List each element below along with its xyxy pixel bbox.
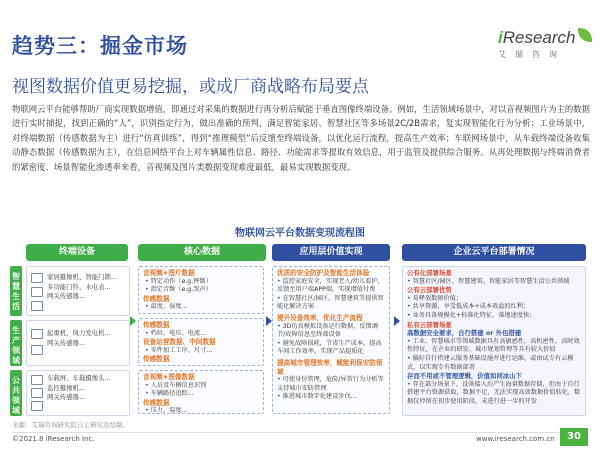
iresearch-logo: iResearch 艾瑞咨询 [498,28,592,60]
deploy-item: 存在部分场景下，设备接入后产生海量数据存储，但由于自行搭建平台资源获取，数据不足，无法实现高效数据价值转化，数据仅停留在初步使用阶段，未进行进一步的开发 [407,380,581,405]
website-link[interactable]: www.iresearch.com.cn [476,435,555,443]
camera-icon [31,388,43,398]
device-item: 网关传感器... [47,292,86,300]
device-item: 起重机、风力发电机... [47,329,111,337]
deploy-section-title: 公有云部署优势 [407,286,452,295]
core-data-box-production: 传感数据 • 档位、电压、电流... 设备运营数据、中间数据 • 零件加工工序、尺寸... 传感数据 [138,318,264,366]
crane-icon [31,329,43,339]
row-tab-public: 公共领域 [10,370,22,416]
core-data-item: 档位、电压、电流... [150,329,206,337]
core-data-title: 传感数据 [143,398,170,407]
device-box-smart-life [26,266,130,316]
core-data-box-public: 音视频+图像数据 • 人员及车辆信息识别 • 车辆路径追踪... 传感数据 • 压力、温度... [138,370,264,414]
page-title: 趋势三：掘金市场 [12,34,188,58]
column-header-deploy: 企业云平台部署情况 [402,244,586,261]
page-subtitle: 视图数据价值更易挖掘，或成厂商战略布局要点 [12,77,369,97]
arrow-icon [130,316,136,326]
intro-paragraph: 物联网云平台能够帮助厂商实现数据增值，即通过对采集的数据进行再分析后赋能于垂直图像终端设备。例如，生活领域场景中，对以音视频图片为主的数据进行实时捕捉，找到正确的“人”，识别指定行为，做出准确的预判，满足智能家居、智慧社区等多场景2C/2B需求，复实现智能化行为分析；工业场景中，对终端数据（传感数据为主）进行“仿真训练”，得到“推理模型”后反馈至终端设备，以优化运行流程，提高生产效率；车联网场景中，从车载终端设备收集动静态数据（传感数据为主），在信息网络平台上对车辆属性信息、路径、功能需求等提取有效信息，用于监管及提供综合服务。从再处理数据与终端消费者的紧密度、场景智能化渗透率来看，音视频及图片类数据变现难度最低，最易实现数据变现。 [12,104,590,172]
device-item: 车载屏、车载摄像头... [47,374,111,382]
device-item: 监控摄像机... [47,383,86,392]
deploy-item: 共享资源，享受低成本+成本效益的红利； [412,303,530,311]
source-note: 来源：艾瑞咨询研究院自主研究及绘制。 [12,421,129,429]
row-tab-production: 生产领域 [10,320,22,366]
column-header-core-data: 核心数据 [138,244,266,261]
arrow-icon [394,316,400,326]
deploy-box: 公有化部署场景 • 智慧社区/园区、智慧建筑、智能家居等智慧生活公共领域 公有云部署优势 • 易释放数据价值； • 共享资源，享受低成本+成本效益的红利； • 业务具备规模化+标准化特征，落地速度快； 私有云部署场景 高数据安全要求，自行搭建 or 外包搭建 • 工业、智慧城市等领域数据具有高敏感性，高机密性、高时效性特征，在企业的研发、城市规划管理等具有较大价值 • 偏好自行搭建云服务基础设施并进行运维，或由试专有云模式，以实现专有数据部署 存而不用或不管理逻辑，价值如同冰山下 • 存在部分场景下，设备接入后产生海量数据存储，但由于自行搭建平台资源获取，数据不足，无法实现高效数据价值转化，数据仅停留在初步使用阶段，未进行进一步的开发 [402,266,586,416]
value-section-title: 优质的安全防护及智能生活体验 [277,269,370,277]
core-data-item: 零件加工工序、尺寸... [150,346,213,354]
core-data-item: 压力、温度... [150,407,188,415]
column-header-devices: 终端设备 [26,244,128,261]
value-box: 优质的安全防护及智能生活体验 • 监控家庭安全，实现老人/幼儿看护，反馈至用户端APP端，实现增值付费 • 在智慧社区/园区、智慧建筑等提供智能化解决方案 提升设备效率，优化生产流程 • 3D仿真模拟设备运行数据，反馈调节/故障信息至终端设备 • 避免故障损耗，节省生产成本，提高车间工作效率，实现产品提质化 提高城市管理效率，赋能利保安防领域 • 可使身份管理，危险/异常行为分析等支持城市安防管理 • 推进城市数字化建设步伐... [272,266,390,414]
camera-icon [31,273,43,283]
core-data-box-smart-life: 音视频+图片数据 • 特定动作（e.g.摔倒） • 指定音频（e.g.哭声） 传感数据 • 温度、湿度... [138,266,264,314]
deploy-item: 易释放数据价值； [412,294,463,302]
deploy-section-title: 高数据安全要求，自行搭建 or 外包搭建 [407,329,522,338]
copyright: ©2021.8 iResearch Inc. [12,435,95,443]
sensor-icon [31,401,43,411]
device-item: 多功能门铃、水电表... [47,282,111,291]
column-header-value: 应用层价值实现 [272,244,390,261]
deploy-section-title: 私有云部署场景 [407,320,452,329]
core-data-title: 传感数据 [143,355,170,364]
leaf-icon [578,28,592,42]
core-data-item: 人员及车辆信息识别 [150,381,207,389]
footer-divider [12,432,588,433]
deploy-section-title: 公有化部署场景 [407,269,452,277]
deploy-item: 工业、智慧城市等领域数据具有高敏感性，高机密性、高时效性特征，在企业的研发、城市规划管理等具有较大价值 [407,337,580,354]
value-item: 推进城市数字化建设步伐... [282,393,357,401]
value-section-title: 提升设备效率，优化生产流程 [277,313,363,322]
value-item: 监控家庭安全，实现老人/幼儿看护，反馈至用户端APP端，实现增值付费 [277,277,384,294]
core-data-title: 音视频+图像数据 [143,373,195,381]
diagram-title: 物联网云平台数据变现流程图 [235,228,365,239]
core-data-title: 设备运营数据、中间数据 [143,338,216,347]
core-data-item: 车辆路径追踪... [150,390,194,398]
core-data-item: 指定音频（e.g.哭声） [150,286,212,294]
device-item: 网关传感器... [47,393,86,401]
deploy-item: 智慧社区/园区、智慧建筑、智能家居等智慧生活公共领域 [412,277,570,285]
sensor-icon [31,301,43,311]
value-section-title: 提高城市管理效率，赋能利保安防领域 [277,358,383,376]
value-item: 可使身份管理，危险/异常行为分析等支持城市安防管理 [277,376,384,392]
value-item: 在智慧社区/园区、智慧建筑等提供智能化解决方案 [277,294,384,311]
core-data-title: 传感数据 [143,294,170,303]
deploy-item: 业务具备规模化+标准化特征，落地速度快； [412,311,536,319]
device-item: 家居摄像机、智能门锁... [47,273,117,281]
core-data-title: 音视频+图片数据 [143,269,195,277]
sensor-icon [31,345,43,355]
value-item: 避免故障损耗，节省生产成本，提高车间工作效率，实现产品提质化 [277,339,382,356]
doorbell-icon [31,287,43,297]
core-data-title: 传感数据 [143,321,170,329]
car-screen-icon [31,375,43,385]
deploy-item: 偏好自行搭建云服务基础设施并进行运维，或由试专有云模式，以实现专有数据部署 [407,354,574,371]
device-box-production [26,320,130,366]
page-number: 30 [560,428,588,446]
device-box-public [26,370,130,416]
core-data-item: 温度、湿度... [150,303,188,311]
value-item: 3D仿真模拟设备运行数据，反馈调节/故障信息至终端设备 [277,322,378,339]
row-tab-smart-life: 智慧生活 [10,266,22,316]
device-item: 网关传感器... [47,338,86,347]
deploy-section-title: 存而不用或不管理逻辑，价值如同冰山下 [407,372,523,381]
core-data-item: 特定动作（e.g.摔倒） [150,277,212,285]
